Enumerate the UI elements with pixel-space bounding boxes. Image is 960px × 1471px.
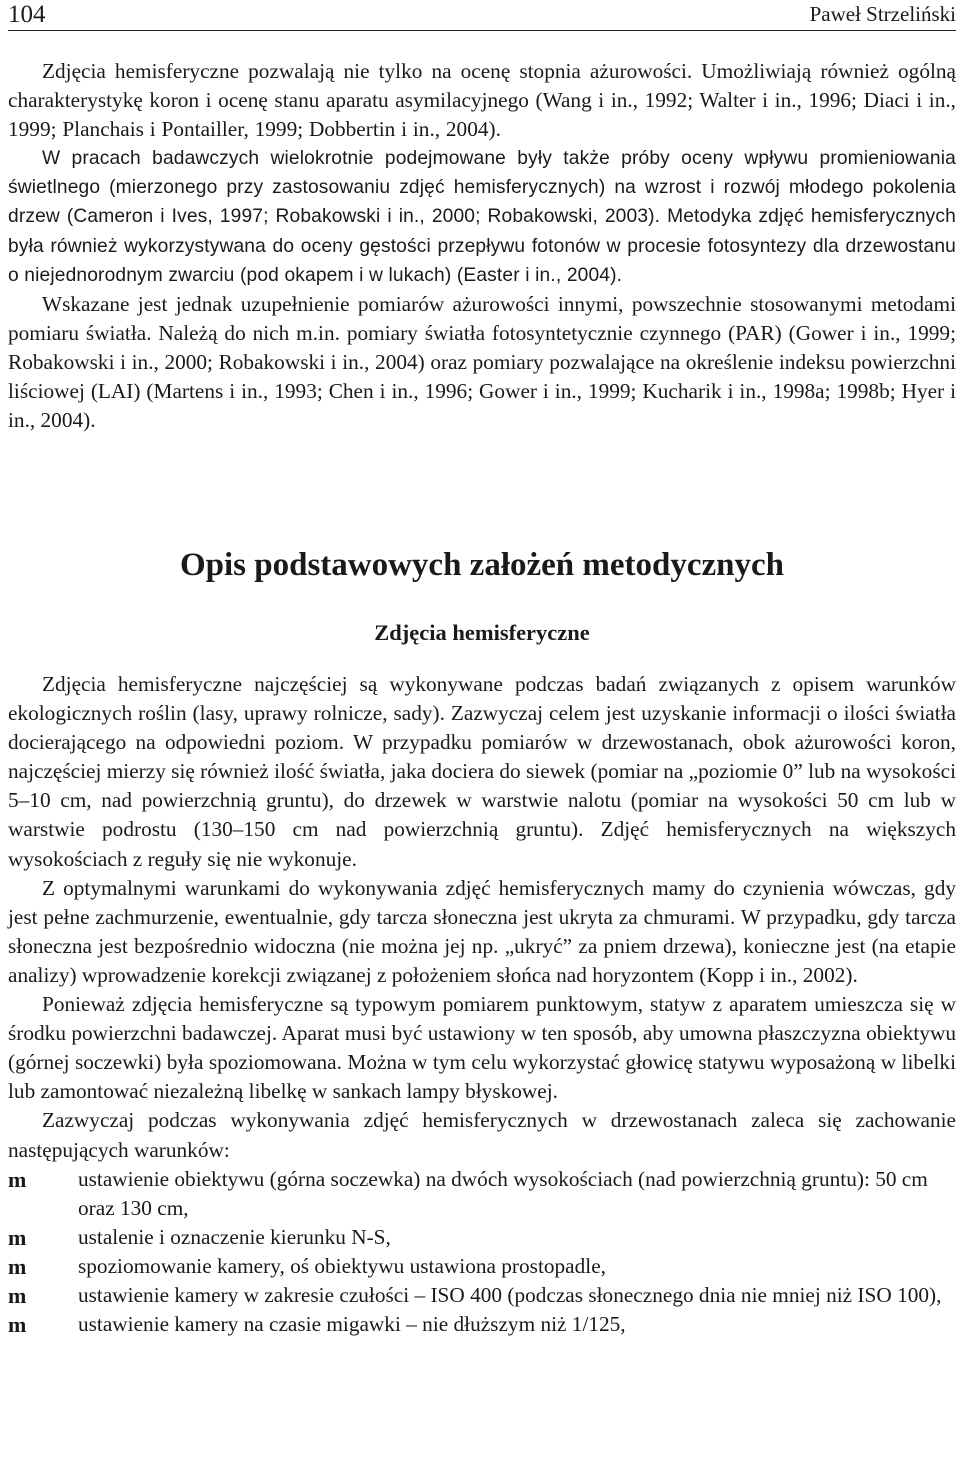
section-paragraph-3: Ponieważ zdjęcia hemisferyczne są typowym pomiarem punktowym, statyw z aparatem umieszcza się w środku powierzchni badawczej. Aparat musi być ustawiony w ten sposób, aby umowna płaszczyzna obiektywu (górnej soczewki) była spoziomowana. Można w tym celu wykorzystać głowicę statywu wyposażoną w libelki lub zamontować niezależną libelkę w sankach lampy błyskowej. (8, 992, 956, 1104)
conditions-list (8, 1165, 956, 1340)
list-item (8, 1310, 956, 1339)
section-paragraph-1: Zdjęcia hemisferyczne najczęściej są wykonywane podczas badań związanych z opisem warunków ekologicznych roślin (lasy, uprawy rolnicze, sady). Zazwyczaj celem jest uzyskanie informacji o ilości światła docierającego na odpowiedni poziom. W przypadku pomiarów w drzewostanach, obok ażurowości koron, najczęściej mierzy się również ilość światła, jaka dociera do siewek (pomiar na „poziomie 0” lub na wysokości 5–10 cm, nad powierzchnią gruntu), do drzewek w warstwie nalotu (pomiar na wysokości 50 cm lub w warstwie podrostu (130–150 cm nad powierzchnią gruntu). Zdjęć hemisferycznych na większych wysokościach z reguły się nie wykonuje. (8, 672, 956, 871)
list-item-text: ustawienie kamery na czasie migawki – nie dłuższym niż 1/125, (78, 1312, 626, 1337)
bullet-icon: m (8, 1282, 27, 1308)
list-item (8, 1252, 956, 1281)
subsection-title: Zdjęcia hemisferyczne (374, 620, 590, 645)
list-item-text: spoziomowanie kamery, oś obiektywu ustawiona prostopadle, (78, 1253, 606, 1278)
list-item-text: ustawienie kamery w zakresie czułości – ISO 400 (podczas słonecznego dnia nie mniej niż ISO 100), (78, 1282, 942, 1307)
section-title: Opis podstawowych założeń metodycznych (179, 547, 785, 583)
page-number: 104 (8, 1, 46, 28)
bullet-icon: m (8, 1312, 27, 1338)
list-item (8, 1281, 956, 1310)
document-page (8, 0, 956, 1471)
intro-text (8, 57, 956, 435)
running-head-author: Paweł Strzeliński (809, 2, 956, 26)
list-item (8, 1223, 956, 1252)
list-item-text: ustalenie i oznaczenie kierunku N-S, (78, 1224, 391, 1249)
intro-paragraph-1: Zdjęcia hemisferyczne pozwalają nie tylko na ocenę stopnia ażurowości. Umożliwiają również ogólną charakterystykę koron i ocenę stanu aparatu asymilacyjnego (Wang i in., 1992; Walter i in., 1996; Diaci i in., 1999; Planchais i Pontailler, 1999; Dobbertin i in., 2004). (8, 59, 956, 142)
section-paragraph-2: Z optymalnymi warunkami do wykonywania zdjęć hemisferycznych mamy do czynienia wówczas, gdy jest pełne zachmurzenie, ewentualnie, gdy tarcza słoneczna jest ukryta za chmurami. W przypadku, gdy tarcza słoneczna jest bezpośrednio widoczna (nie można jej np. „ukryć” za pniem drzewa), konieczne jest (na etapie analizy) wprowadzenie korekcji związanej z położeniem słońca nad horyzontem (Kopp i in., 2002). (8, 875, 956, 987)
section-paragraph-4: Zazwyczaj podczas wykonywania zdjęć hemisferycznych w drzewostanach zaleca się zachowanie następujących warunków: (8, 1108, 956, 1162)
running-head (8, 0, 956, 31)
list-item (8, 1165, 956, 1223)
bullet-icon: m (8, 1224, 27, 1250)
intro-paragraph-3: Wskazane jest jednak uzupełnienie pomiarów ażurowości innymi, powszechnie stosowanymi metodami pomiaru światła. Należą do nich m.in. pomiary światła fotosyntetycznie czynnego (PAR) (Gower i in., 1999; Robakowski i in., 2000; Robakowski i in., 2004) oraz pomiary pozwalające na określenie indeksu powierzchni liściowej (LAI) (Martens i in., 1993; Chen i in., 1996; Gower i in., 1999; Kucharik i in., 1998a; 1998b; Hyer i in., 2004). (8, 291, 956, 433)
list-item-text: ustawienie obiektywu (górna soczewka) na dwóch wysokościach (nad powierzchnią gruntu): 50 cm oraz 130 cm, (78, 1166, 928, 1220)
bullet-icon: m (8, 1166, 27, 1192)
bullet-icon: m (8, 1253, 27, 1279)
intro-paragraph-2: W pracach badawczych wielokrotnie podejmowane były także próby oceny wpływu promieniowania świetlnego (mierzonego przy zastosowaniu zdjęć hemisferycznych) na wzrost i rozwój młodego pokolenia drzew (Cameron i Ives, 1997; Robakowski i in., 2000; Robakowski, 2003). Metodyka zdjęć hemisferycznych była również wykorzystywana do oceny gęstości przepływu fotonów w procesie fotosyntezy dla drzewostanu o niejednorodnym zwarciu (pod okapem i w lukach) (Easter i in., 2004). (8, 148, 956, 286)
section-text (8, 670, 956, 1339)
